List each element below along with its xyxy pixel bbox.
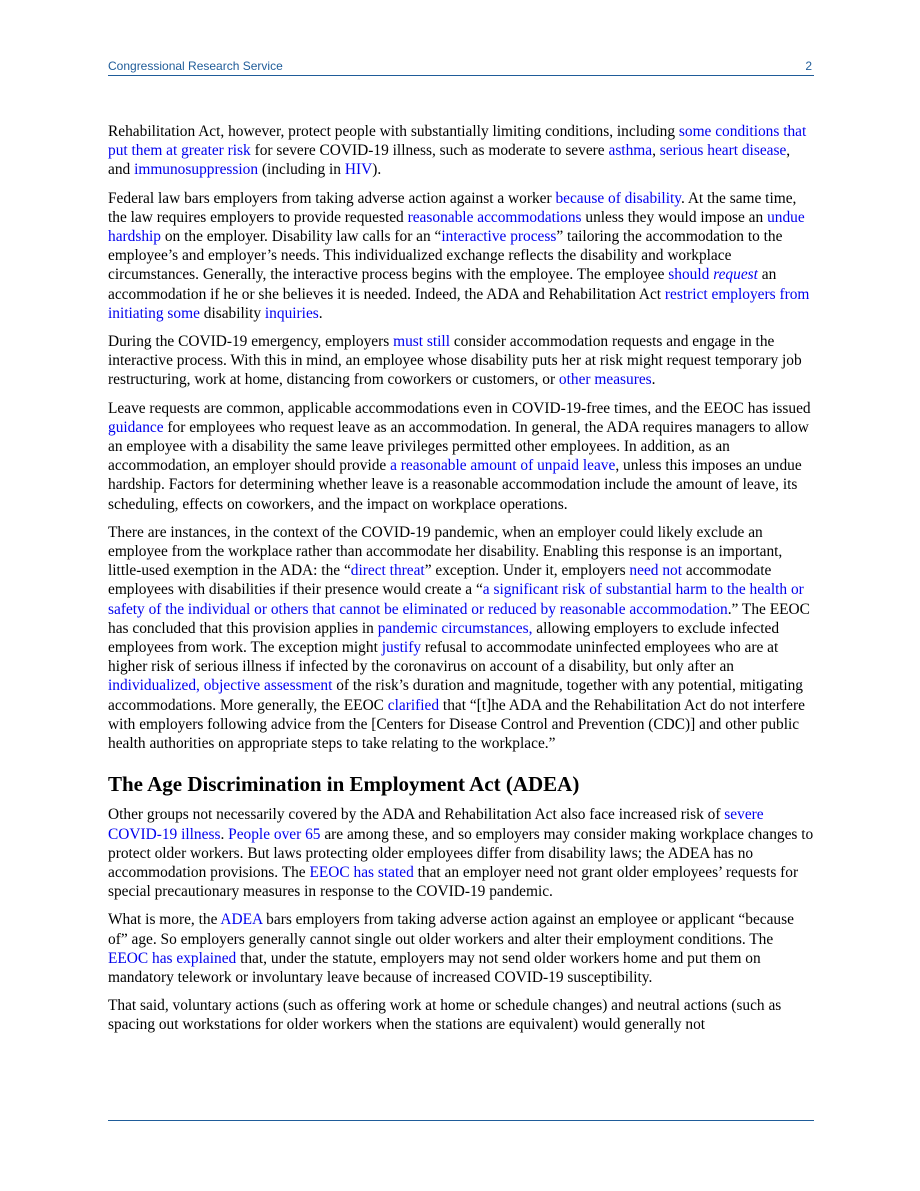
text-span: bars employers from taking adverse action against an employee or applicant “because of” age. So employers generally cannot single out older workers and alter their employment conditions. The (108, 911, 794, 948)
link-immunosuppression[interactable]: immunosuppression (134, 161, 259, 179)
text-span: ” tailoring the accommodation to the employee’s and employer’s needs. This individualized exchange reflects the disability and workplace circumstances. Generally, the interactive process begins with the employee. The employee (108, 228, 783, 284)
text-span: of the risk’s duration and magnitude, together with any potential, mitigating accommodations. More generally, the EEOC (108, 677, 803, 714)
paragraph-other-groups (108, 805, 816, 901)
text-span: Rehabilitation Act, however, protect people with substantially limiting conditions, including (108, 123, 679, 140)
link-reasonable-accommodations[interactable]: reasonable accommodations (407, 208, 582, 226)
link-people-over-65[interactable]: People over 65 (228, 825, 321, 843)
link-individualized-assessment[interactable]: individualized, objective assessment (108, 677, 333, 695)
paragraph-federal-law (108, 189, 816, 323)
text-span: .” The EEOC has concluded that this provision applies in (108, 600, 810, 637)
text-span: that “[t]he ADA and the Rehabilitation Act do not interfere with employers following advice from the [Centers for Disease Control and Prevention (CDC)] and other public health authorities on appropriate steps to take relating to the workplace.” (108, 696, 805, 753)
paragraph-rehabilitation-act (108, 122, 816, 180)
link-inquiries[interactable]: inquiries (264, 304, 319, 322)
text-span: an accommodation if he or she believes it is needed. Indeed, the ADA and Rehabilitation Act (108, 266, 777, 303)
header-organization: Congressional Research Service (108, 59, 283, 73)
link-guidance[interactable]: guidance (108, 418, 164, 436)
text-span: for employees who request leave as an accommodation. In general, the ADA requires managers to allow an employee with a disability the same leave privileges permitted other employees. In addition, as an accommodation, an employer should provide (108, 418, 809, 475)
link-asthma[interactable]: asthma (608, 142, 653, 160)
link-eeoc-has-explained[interactable]: EEOC has explained (108, 949, 237, 967)
link-text: should (668, 266, 714, 284)
link-justify[interactable]: justify (381, 639, 422, 657)
link-undue-hardship[interactable]: undue hardship (108, 208, 805, 246)
footer-rule (108, 1120, 814, 1121)
link-unpaid-leave[interactable]: a reasonable amount of unpaid leave (390, 457, 616, 475)
text-span: ” exception. Under it, employers (424, 562, 630, 580)
text-span: accommodate employees with disabilities if their presence would create a “ (108, 562, 772, 599)
text-span: for severe COVID-19 illness, such as moderate to severe (250, 142, 609, 160)
text-span: refusal to accommodate uninfected employees who are at higher risk of serious illness if infected by the coronavirus on account of a disability, but only after an (108, 639, 779, 676)
header-page-number: 2 (805, 59, 812, 73)
text-span: ). (372, 161, 382, 179)
page-header (108, 58, 814, 76)
text-span: Federal law bars employers from taking adverse action against a worker (108, 189, 556, 207)
text-span: There are instances, in the context of the COVID-19 pandemic, when an employer could likely exclude an employee from the workplace rather than accommodate her disability. Enabling this response is an important, little-used exemption in the ADA: the “ (108, 523, 783, 580)
text-span: , unless this imposes an undue hardship. Factors for determining whether leave is a reasonable accommodation include the amount of leave, its scheduling, effects on coworkers, and the impact on workplace operations. (108, 457, 802, 513)
link-severe-covid-illness[interactable]: severe COVID-19 illness (108, 806, 764, 843)
link-adea[interactable]: ADEA (220, 911, 263, 929)
link-hiv[interactable]: HIV (344, 161, 373, 179)
link-direct-threat[interactable]: direct threat (350, 562, 425, 580)
text-span: . (651, 371, 656, 389)
paragraph-adea-bars (108, 910, 816, 987)
document-body (108, 122, 816, 1044)
text-span: consider accommodation requests and engage in the interactive process. With this in mind, an employee whose disability puts her at risk might request temporary job restructuring, work at home, distancing from coworkers or customers, or (108, 333, 802, 389)
link-significant-risk[interactable]: a significant risk of substantial harm to the health or safety of the individual or others that cannot be eliminated or reduced by reasonable accommodation (108, 581, 804, 618)
section-heading-adea: The Age Discrimination in Employment Act (ADEA) (108, 772, 580, 797)
link-interactive-process[interactable]: interactive process (441, 228, 557, 246)
paragraph-direct-threat (108, 523, 816, 753)
text-span: During the COVID-19 emergency, employers (108, 333, 394, 351)
link-other-measures[interactable]: other measures (558, 371, 652, 389)
link-pandemic-circumstances[interactable]: pandemic circumstances, (377, 619, 533, 637)
text-span: . (220, 825, 229, 843)
link-restrict-employers[interactable]: restrict employers from initiating some (108, 285, 810, 322)
text-span: that, under the statute, employers may not send older workers home and put them on mandatory telework or involuntary leave because of increased COVID-19 susceptibility. (108, 949, 761, 986)
link-need-not[interactable]: need not (629, 562, 682, 580)
text-span: What is more, the (108, 911, 221, 929)
paragraph-voluntary-actions (108, 996, 816, 1034)
text-span: allowing employers to exclude infected employees from work. The exception might (108, 619, 780, 657)
text-span: , (652, 142, 660, 160)
link-eeoc-has-stated[interactable]: EEOC has stated (309, 863, 414, 881)
text-span: . (318, 304, 323, 322)
paragraph-leave-requests (108, 399, 816, 514)
text-span: (including in (258, 161, 345, 179)
text-span: disability (199, 304, 265, 322)
text-span: . At the same time, the law requires employers to provide requested (108, 189, 797, 226)
link-serious-heart-disease[interactable]: serious heart disease (659, 142, 787, 160)
link-must-still[interactable]: must still (393, 333, 450, 351)
link-clarified[interactable]: clarified (387, 696, 440, 714)
link-because-of-disability[interactable]: because of disability (555, 189, 681, 207)
text-span: That said, voluntary actions (such as offering work at home or schedule changes) and neutral actions (such as spacing out workstations for older workers when the stations are equivalent) would generally not (108, 997, 782, 1034)
text-span: Other groups not necessarily covered by the ADA and Rehabilitation Act also face increased risk of (108, 806, 725, 824)
link-greater-risk-conditions[interactable]: some conditions that put them at greater risk (108, 123, 807, 160)
link-text-italic: request (713, 266, 758, 284)
text-span: , and (108, 142, 791, 179)
link-should-request[interactable] (668, 266, 758, 283)
paragraph-covid-emergency (108, 332, 816, 390)
text-span: are among these, and so employers may consider making workplace changes to protect older workers. But laws protecting older employees differ from disability laws; the ADEA has no accommodation provisions. The (108, 825, 814, 881)
text-span: Leave requests are common, applicable accommodations even in COVID-19-free times, and the EEOC has issued (108, 399, 811, 417)
text-span: on the employer. Disability law calls for an “ (161, 228, 442, 246)
text-span: unless they would impose an (581, 208, 768, 226)
text-span: that an employer need not grant older employees’ requests for special precautionary measures in response to the COVID-19 pandemic. (108, 863, 799, 901)
